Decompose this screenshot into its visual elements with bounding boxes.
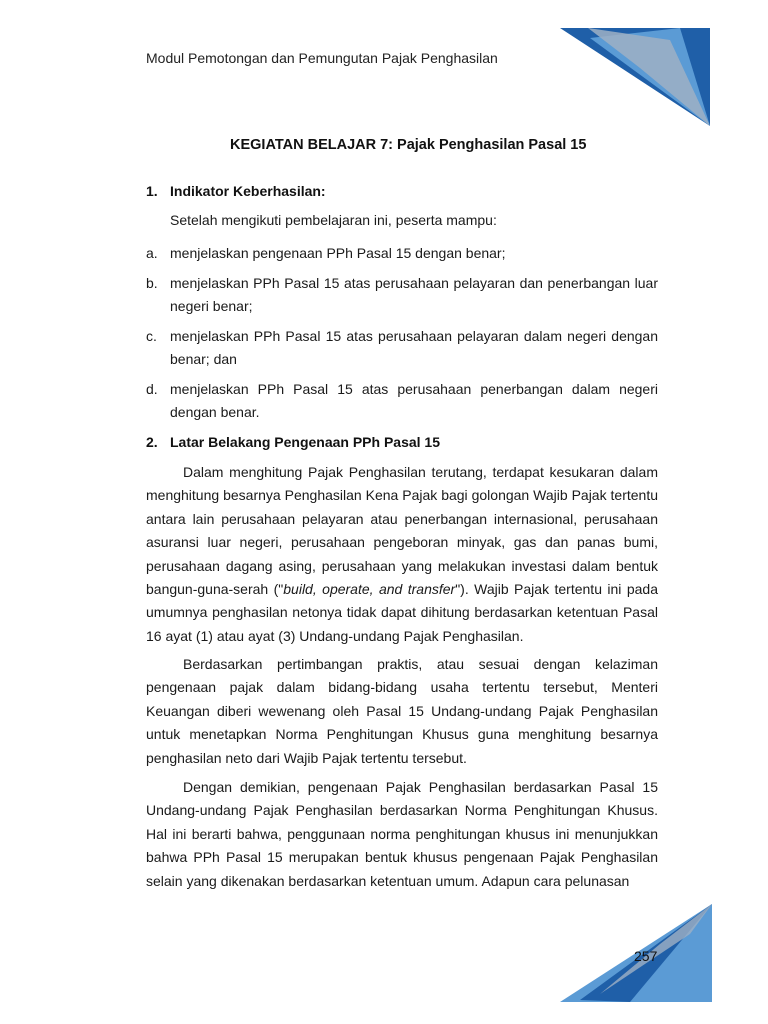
paragraph-1-text-end: "). Wajib Pajak tertentu ini pada umumnya penghasilan netonya tidak dapat dihitung berdasarkan ketentuan Pasal 16 ayat (1) atau ayat (3) Undang-undang Pajak Penghasilan. xyxy=(146,581,658,644)
running-header: Modul Pemotongan dan Pemungutan Pajak Penghasilan xyxy=(146,50,498,66)
list-marker: a. xyxy=(146,245,158,261)
section-1-title: Indikator Keberhasilan: xyxy=(170,183,326,199)
list-marker: c. xyxy=(146,328,157,344)
paragraph-1-italic-phrase: build, operate, and transfer xyxy=(283,581,456,598)
page-title: KEGIATAN BELAJAR 7: Pajak Penghasilan Pasal 15 xyxy=(230,137,587,153)
paragraph-3: Dengan demikian, pengenaan Pajak Penghasilan berdasarkan Pasal 15 Undang-undang Pajak Penghasilan berdasarkan Norma Penghitungan Khusus. Hal ini berarti bahwa, penggunaan norma penghitungan khusus ini menunjukkan bahwa PPh Pasal 15 merupakan bentuk khusus pengenaan Pajak Penghasilan selain yang dikenakan berdasarkan ketentuan umum. Adapun cara pelunasan xyxy=(146,779,658,889)
corner-decoration-top xyxy=(560,28,710,126)
list-marker: b. xyxy=(146,275,158,291)
list-item xyxy=(146,272,658,318)
section-2-title: Latar Belakang Pengenaan PPh Pasal 15 xyxy=(170,434,441,450)
list-item-text: menjelaskan PPh Pasal 15 atas perusahaan pelayaran dalam negeri dengan benar; dan xyxy=(170,328,658,367)
section-1-intro: Setelah mengikuti pembelajaran ini, peserta mampu: xyxy=(170,212,497,228)
list-item-text: menjelaskan PPh Pasal 15 atas perusahaan pelayaran dan penerbangan luar negeri benar; xyxy=(170,275,658,314)
paragraph-1-text-start: Dalam menghitung Pajak Penghasilan terutang, terdapat kesukaran dalam menghitung besarnya Penghasilan Kena Pajak bagi golongan Wajib Pajak tertentu antara lain perusahaan pelayaran atau penerbangan internasional, perusahaan asuransi luar negeri, perusahaan pengeboran minyak, gas dan panas bumi, perusahaan dagang asing, perusahaan yang melakukan investasi dalam bentuk bangun-guna-serah (" xyxy=(146,464,658,598)
list-item xyxy=(146,378,658,424)
list-item-text: menjelaskan PPh Pasal 15 atas perusahaan penerbangan dalam negeri dengan benar. xyxy=(170,381,658,420)
list-item xyxy=(146,325,658,371)
paragraph-1 xyxy=(146,461,658,648)
section-2-number: 2. xyxy=(146,434,158,450)
section-1-number: 1. xyxy=(146,183,158,199)
paragraph-2: Berdasarkan pertimbangan praktis, atau sesuai dengan kelaziman pengenaan pajak dalam bidang-bidang usaha tertentu tersebut, Menteri Keuangan diberi wewenang oleh Pasal 15 Undang-undang Pajak Penghasilan untuk menetapkan Norma Penghitungan Khusus guna menghitung besarnya penghasilan neto dari Wajib Pajak tertentu tersebut. xyxy=(146,656,658,766)
list-item-text: menjelaskan pengenaan PPh Pasal 15 dengan benar; xyxy=(170,245,506,261)
list-item xyxy=(146,242,658,265)
list-marker: d. xyxy=(146,381,158,397)
page-number: 257 xyxy=(634,948,658,964)
